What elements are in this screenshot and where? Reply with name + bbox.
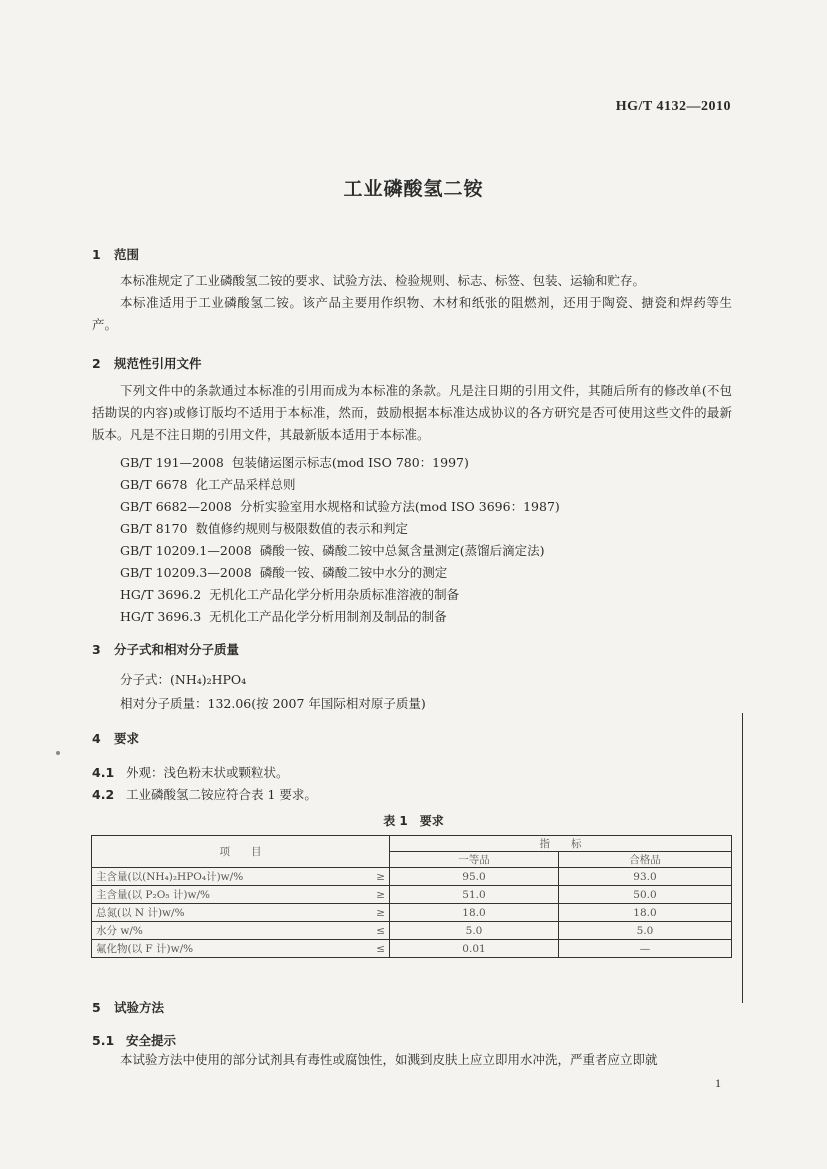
page-number: 1 [715,1076,721,1090]
reference-code: GB/T 6678 [120,477,188,492]
clause-4-1 [92,763,289,781]
reference-item [120,563,447,581]
section-5-paragraph-1: 本试验方法中使用的部分试剂具有毒性或腐蚀性，如溅到皮肤上应立即用水冲洗，严重者应立即就 [120,1052,658,1067]
requirements-table [91,835,732,958]
row-pass-grade: 50.0 [559,886,732,904]
clause-number: 4.2 [92,787,115,802]
reference-item [120,541,544,559]
reference-title: 无机化工产品化学分析用杂质标准溶液的制备 [209,587,460,602]
section-number: 1 [92,247,101,262]
reference-title: 化工产品采样总则 [195,477,296,492]
row-first-grade: 0.01 [390,940,559,958]
reference-item [120,453,469,471]
reference-code: GB/T 10209.1—2008 [120,543,252,558]
header-index: 指 标 [390,836,732,852]
reference-code: GB/T 10209.3—2008 [120,565,252,580]
clause-number: 4.1 [92,765,115,780]
section-number: 3 [92,642,101,657]
reference-code: HG/T 3696.3 [120,609,202,624]
table-row [92,940,732,958]
table-row [92,904,732,922]
scan-edge-line [742,713,743,1003]
row-first-grade: 18.0 [390,904,559,922]
reference-code: GB/T 8170 [120,521,188,536]
clause-4-2 [92,785,317,803]
section-title: 规范性引用文件 [114,356,202,371]
row-item: 总氮(以 N 计)w/% [92,904,352,922]
section-title: 要求 [114,731,140,746]
document-title: 工业磷酸氢二铵 [343,178,484,200]
reference-title: 无机化工产品化学分析用制剂及制品的制备 [209,609,447,624]
standard-number: HG/T 4132—2010 [615,99,731,114]
section-title: 试验方法 [114,1000,165,1015]
section-5-heading [92,998,164,1016]
section-2-heading [92,354,202,372]
section-3-heading [92,640,239,658]
row-item: 主含量(以 P₂O₅ 计)w/% [92,886,352,904]
section-number: 4 [92,731,101,746]
table-caption: 表 1 要求 [383,814,444,828]
table-row [92,868,732,886]
row-symbol: ≤ [351,940,390,958]
row-item: 氟化物(以 F 计)w/% [92,940,352,958]
reference-item [120,475,296,493]
reference-item [120,519,408,537]
relative-molecular-mass: 相对分子质量：132.06(按 2007 年国际相对原子质量) [120,696,426,711]
row-first-grade: 5.0 [390,922,559,940]
table-header-row [92,836,732,852]
reference-code: GB/T 191—2008 [120,455,224,470]
table-row [92,886,732,904]
clause-number: 5.1 [92,1033,115,1048]
reference-item [120,585,459,603]
row-pass-grade: 93.0 [559,868,732,886]
row-first-grade: 51.0 [390,886,559,904]
section-number: 2 [92,356,101,371]
reference-title: 磷酸一铵、磷酸二铵中水分的测定 [259,565,448,580]
row-symbol: ≥ [351,904,390,922]
molecular-formula: 分子式：(NH₄)₂HPO₄ [120,672,247,687]
header-pass-grade: 合格品 [559,852,732,868]
row-pass-grade: — [559,940,732,958]
reference-item [120,497,560,515]
scan-speck [56,751,60,755]
row-item: 水分 w/% [92,922,352,940]
table-row [92,922,732,940]
clause-title: 安全提示 [126,1033,177,1048]
row-pass-grade: 18.0 [559,904,732,922]
section-1-paragraph-1: 本标准规定了工业磷酸氢二铵的要求、试验方法、检验规则、标志、标签、包装、运输和贮存。 [120,273,646,288]
reference-title: 包装储运图示标志(mod ISO 780：1997) [231,455,469,470]
section-title: 分子式和相对分子质量 [114,642,240,657]
reference-code: HG/T 3696.2 [120,587,202,602]
section-number: 5 [92,1000,101,1015]
clause-5-1 [92,1031,176,1049]
section-2-intro: 下列文件中的条款通过本标准的引用而成为本标准的条款。凡是注日期的引用文件，其随后所有的修改单(不包括勘误的内容)或修订版均不适用于本标准，然而，鼓励根据本标准达成协议的各方研究是否可使用这些文件的最新版本。凡是不注日期的引用文件，其最新版本适用于本标准。 [92,383,732,442]
reference-item [120,607,447,625]
section-4-heading [92,729,139,747]
row-first-grade: 95.0 [390,868,559,886]
section-title: 范围 [114,247,140,262]
reference-title: 磷酸一铵、磷酸二铵中总氮含量测定(蒸馏后滴定法) [259,543,545,558]
section-1-paragraph-2: 本标准适用于工业磷酸氢二铵。该产品主要用作织物、木材和纸张的阻燃剂，还用于陶瓷、搪瓷和焊药等生产。 [92,295,732,332]
clause-text: 工业磷酸氢二铵应符合表 1 要求。 [126,787,317,802]
reference-title: 数值修约规则与极限数值的表示和判定 [195,521,409,536]
row-symbol: ≥ [351,868,390,886]
row-symbol: ≤ [351,922,390,940]
header-first-grade: 一等品 [390,852,559,868]
row-symbol: ≥ [351,886,390,904]
reference-title: 分析实验室用水规格和试验方法(mod ISO 3696：1987) [239,499,560,514]
section-1-heading [92,245,139,263]
row-pass-grade: 5.0 [559,922,732,940]
header-item: 项 目 [92,836,390,868]
clause-text: 外观：浅色粉末状或颗粒状。 [126,765,289,780]
reference-code: GB/T 6682—2008 [120,499,232,514]
row-item: 主含量(以(NH₄)₂HPO₄计)w/% [92,868,352,886]
